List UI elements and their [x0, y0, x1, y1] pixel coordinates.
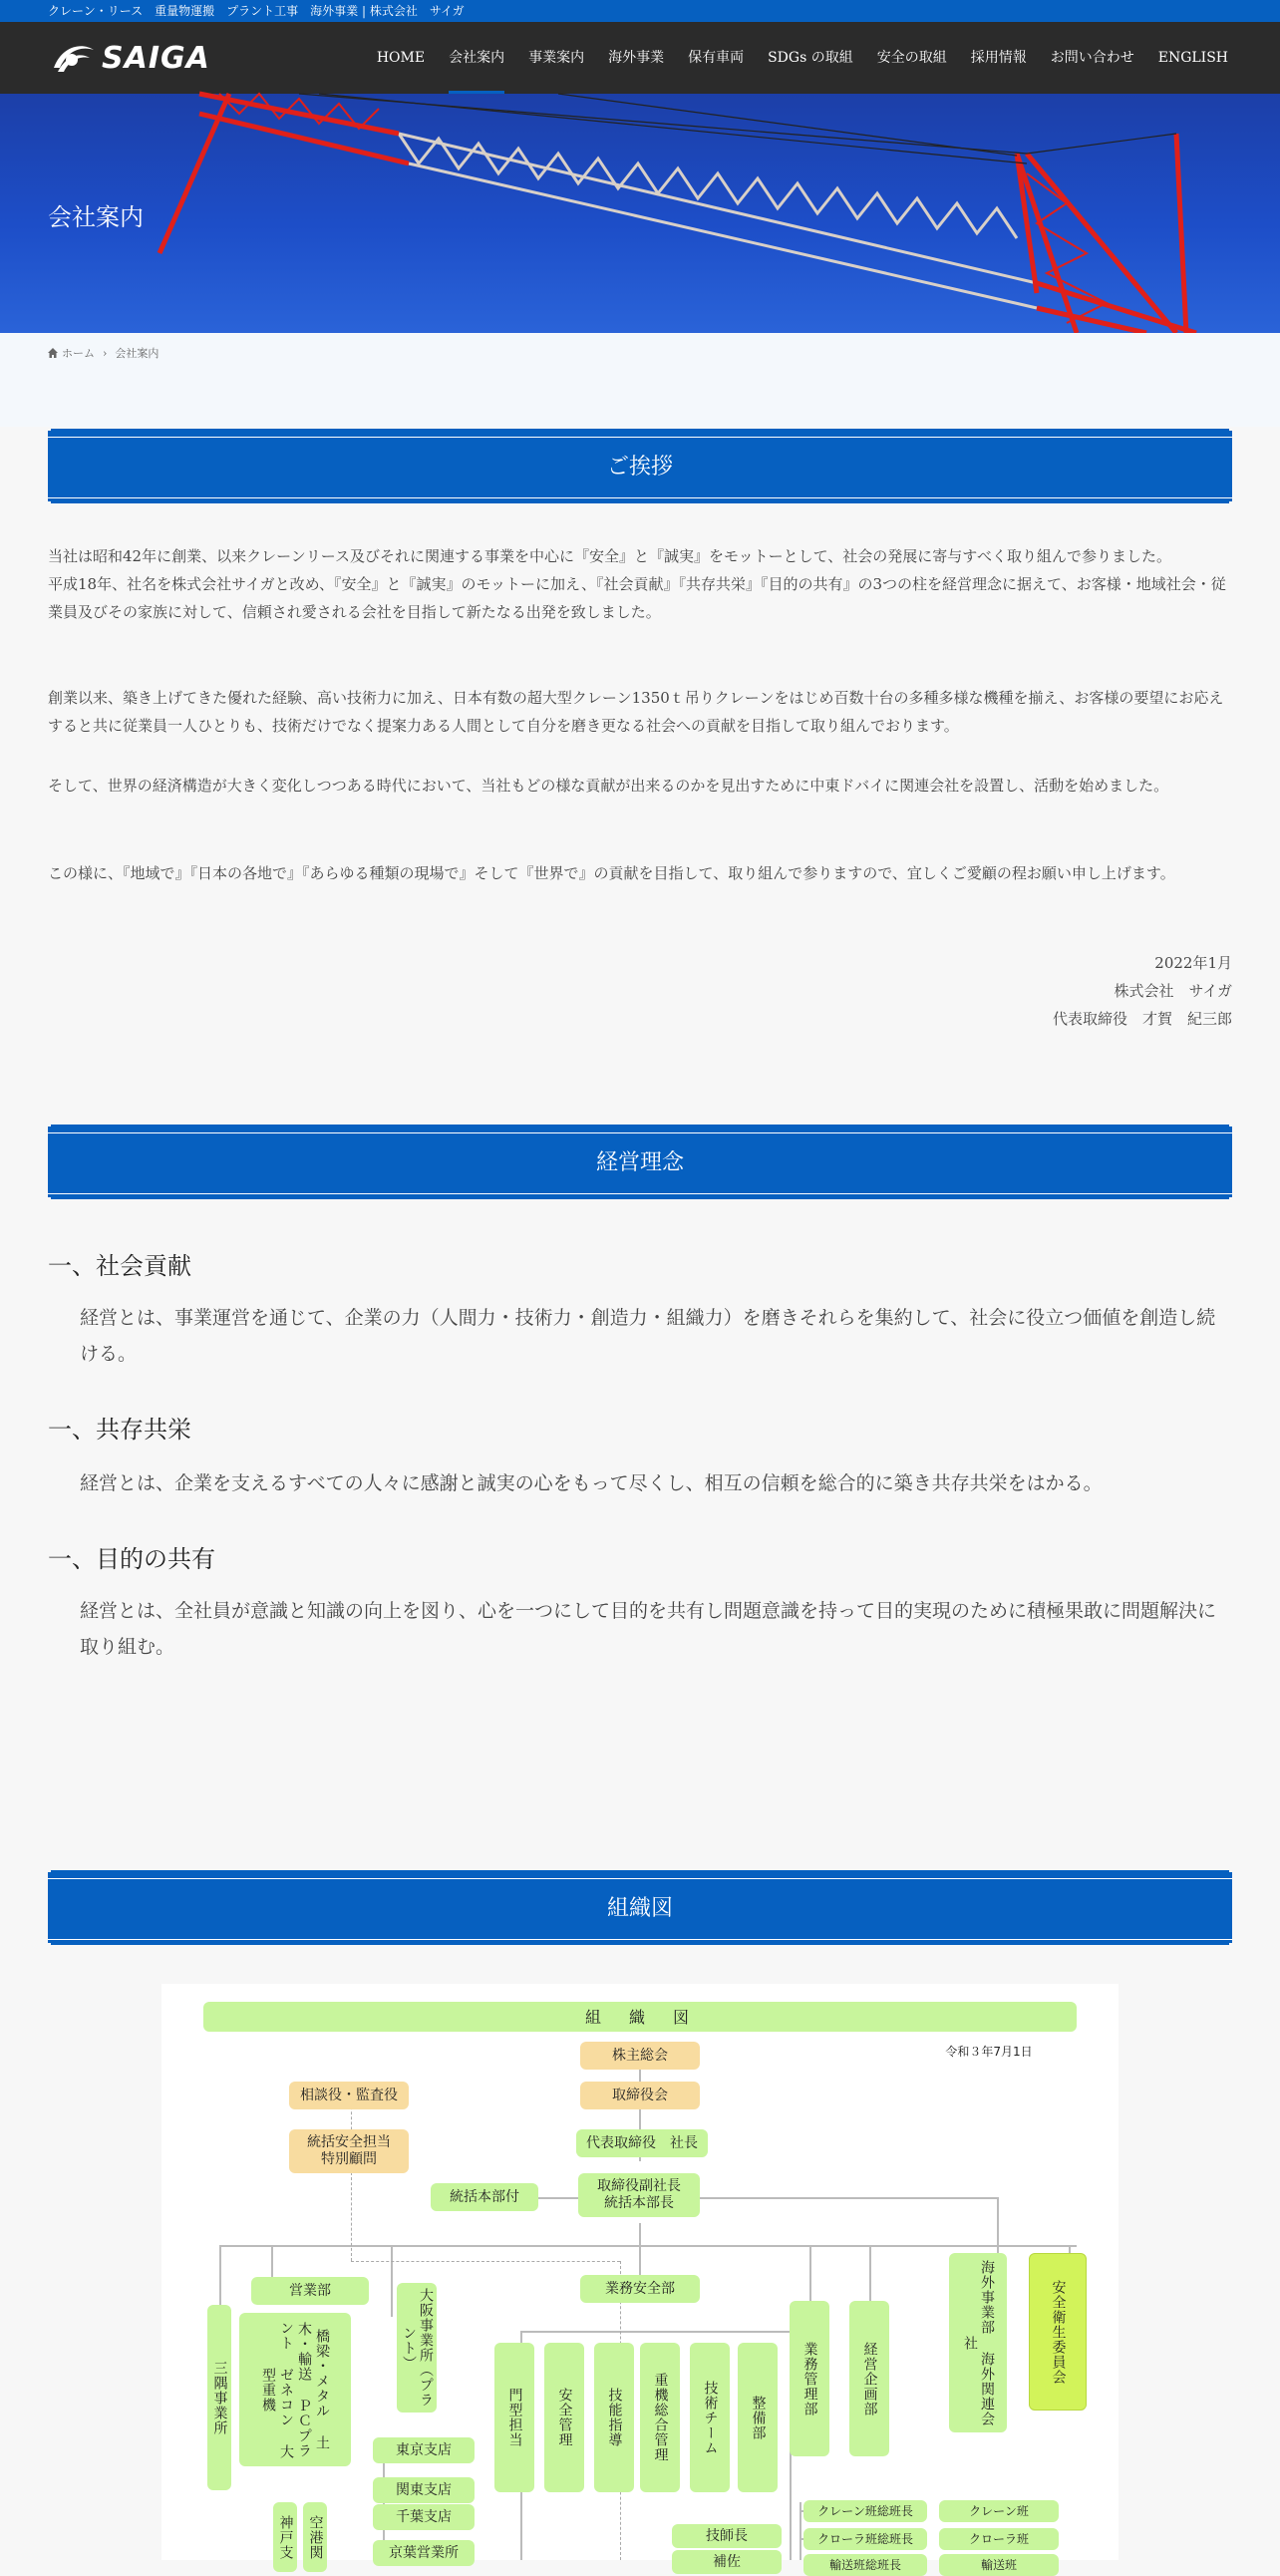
philosophy-body-3: 経営とは、全社員が意識と知識の向上を図り、心を一つにして目的を共有し問題意識を持って目的実現のために積極果敢に問題解決に取り組む。	[80, 1600, 1217, 1658]
top-bar-text: クレーン・リース 重量物運搬 プラント工事 海外事業 | 株式会社 サイガ	[48, 4, 465, 18]
org-heavy-mgmt	[640, 2343, 680, 2492]
greeting-heading-bar	[48, 431, 1232, 501]
nav-vehicles[interactable]: 保有車両	[688, 50, 745, 66]
dashed-line	[351, 2092, 352, 2261]
org-safety-advisor: 統括安全担当 特別顧問	[289, 2129, 409, 2173]
philosophy-title-3: 一、目的の共有	[48, 1545, 215, 1573]
org-tech-team-box	[690, 2343, 730, 2492]
greeting-signer: 代表取締役 才賀 紀三郎	[1052, 1010, 1232, 1028]
org-mikuni	[207, 2305, 231, 2490]
organization-heading-bar	[48, 1872, 1232, 1943]
connector-line	[219, 2245, 221, 2305]
connector-line	[271, 2245, 273, 2277]
org-shareholders: 株主総会	[580, 2042, 700, 2070]
nav-sdgs[interactable]: SDGs の取組	[768, 50, 853, 66]
hero-banner	[0, 94, 1280, 333]
chevron-right-icon: ›	[103, 346, 108, 360]
org-osaka-text: 大阪事業所（プラント）	[401, 2288, 434, 2408]
logo-text: SAIGA	[102, 40, 210, 76]
dashed-line	[351, 2261, 620, 2262]
org-chart-title: 組 織 図	[203, 2002, 1077, 2032]
connector-line	[1069, 2245, 1071, 2253]
home-icon	[48, 348, 58, 358]
org-overseas-text: 海外事業部 海外関連会社	[962, 2259, 995, 2426]
org-heavy	[239, 2313, 351, 2466]
greeting-signature	[1053, 949, 1232, 1033]
philosophy-title-2: 一、共存共栄	[48, 1416, 191, 1444]
org-vp: 取締役副社長 統括本部長	[578, 2173, 700, 2217]
org-safety-committee	[1029, 2253, 1087, 2411]
site-header	[0, 22, 1280, 94]
org-transport: 輸送班	[939, 2554, 1059, 2576]
greeting-text-3: 創業以来、築き上げてきた優れた経験、高い技術力に加え、日本有数の超大型クレーン1350ｔ吊りクレーンをはじめ百数十台の多種多様な機種を揃え、お客様の要望にお応えすると共に従業員一人ひとりも、技術だけでなく提案力ある人間として自分を磨き更なる社会への貢献を目指して取り組んでおります。	[48, 689, 1224, 735]
org-planning	[849, 2301, 889, 2456]
org-ceo: 代表取締役 社長	[576, 2129, 708, 2157]
nav-business[interactable]: 事業案内	[528, 50, 585, 66]
org-safety-mgmt	[544, 2343, 584, 2492]
org-safety-mgmt-text: 安全管理	[556, 2388, 573, 2447]
connector-line	[391, 2245, 393, 2317]
org-overseas	[949, 2253, 1007, 2432]
org-board: 取締役会	[580, 2082, 700, 2109]
breadcrumb-area	[0, 333, 1280, 427]
org-keiyo: 京葉営業所	[373, 2540, 475, 2566]
greeting-paragraph-1	[48, 542, 1232, 626]
philosophy-body-1: 経営とは、事業運営を通じて、企業の力（人間力・技術力・創造力・組織力）を磨きそれらを集約して、社会に役立つ価値を創造し続ける。	[80, 1307, 1216, 1365]
org-heavy-mgmt-text: 重機総合管理	[652, 2373, 669, 2462]
philosophy-title-1: 一、社会貢献	[48, 1252, 191, 1280]
org-chiba: 千葉支店	[373, 2504, 475, 2530]
org-chief-assistant: 補佐	[672, 2550, 782, 2574]
org-airport-text: 空港関	[307, 2514, 324, 2560]
greeting-date: 2022年1月	[1154, 954, 1232, 972]
organization-heading: 組織図	[606, 1896, 673, 1921]
page-title: 会社案内	[48, 203, 144, 231]
connector-line	[538, 2197, 578, 2199]
connector-line	[809, 2245, 811, 2301]
org-kobe	[273, 2502, 297, 2572]
nav-home[interactable]: HOME	[376, 50, 426, 66]
org-biz-mgmt-text: 業務管理部	[801, 2341, 818, 2416]
breadcrumb-home[interactable]: ホーム	[62, 347, 95, 360]
breadcrumb-current: 会社案内	[115, 347, 160, 360]
org-crane: クレーン班	[939, 2500, 1059, 2522]
org-tech-guide	[594, 2343, 634, 2492]
org-planning-text: 経営企画部	[861, 2341, 878, 2416]
logo-icon	[48, 38, 98, 78]
org-safety-dept: 業務安全部	[580, 2275, 700, 2303]
org-crane-lead: クレーン班総班長	[803, 2500, 927, 2522]
org-maint-text: 整備部	[750, 2395, 767, 2440]
connector-line	[219, 2245, 1077, 2247]
org-chart-date: 令和３年7月1日	[945, 2044, 1033, 2059]
org-chief: 技師長	[672, 2524, 782, 2548]
main-nav	[365, 22, 1240, 94]
philosophy-body-2: 経営とは、企業を支えるすべての人々に感謝と誠実の心をもって尽くし、相互の信頼を総合的に築き共存共栄をはかる。	[80, 1472, 1103, 1494]
org-kobe-text: 神戸支	[277, 2514, 294, 2560]
org-tokyo: 東京支店	[373, 2437, 475, 2463]
crane-image	[0, 94, 1280, 333]
nav-recruit[interactable]: 採用情報	[970, 50, 1027, 66]
site-logo[interactable]	[48, 36, 210, 80]
org-heavy-text: 橋梁・メタル 土木・輸送 ＰＣプラント ゼネコン 大型重機	[260, 2320, 330, 2459]
breadcrumb	[48, 345, 159, 361]
org-tech-team-label: 技術チーム	[702, 2380, 719, 2455]
connector-line	[869, 2245, 871, 2301]
org-maint	[738, 2343, 778, 2492]
greeting-text-4: そして、世界の経済構造が大きく変化しつつある時代において、当社もどの様な貢献が出来るのかを見出すために中東ドバイに関連会社を設置し、活動を始めました。	[48, 777, 1169, 795]
org-mon	[494, 2343, 534, 2492]
philosophy-heading: 経営理念	[595, 1150, 684, 1175]
greeting-text-5: この様に、『地域で』『日本の各地で』『あらゆる種類の現場で』そして『世界で』の貢献を目指して、取り組んで参りますので、宜しくご愛顧の程お願い申し上げます。	[48, 864, 1175, 882]
org-mon-text: 門型担当	[506, 2388, 523, 2447]
org-advisor: 相談役・監査役	[289, 2082, 409, 2109]
top-bar	[0, 0, 1280, 22]
nav-safety[interactable]: 安全の取組	[876, 50, 947, 66]
greeting-text-1: 当社は昭和42年に創業、以来クレーンリース及びそれに関連する事業を中心に『安全』と『誠実』をモットーとして、社会の発展に寄与すべく取り組んで参りました。	[48, 547, 1171, 565]
nav-overseas[interactable]: 海外事業	[608, 50, 665, 66]
org-kanto: 関東支店	[373, 2477, 475, 2503]
greeting-company: 株式会社 サイガ	[1114, 982, 1232, 1000]
org-tech-guide-text: 技能指導	[606, 2388, 623, 2447]
org-crawler: クローラ班	[939, 2528, 1059, 2550]
connector-line	[520, 2331, 790, 2333]
org-crawler-lead: クローラ班総班長	[803, 2528, 927, 2550]
philosophy-heading-bar	[48, 1127, 1232, 1197]
org-chart	[161, 1984, 1119, 2572]
greeting-text-2: 平成18年、社名を株式会社サイガと改め、『安全』と『誠実』のモットーに加え、『社会貢献』『共存共栄』『目的の共有』の3つの柱を経営理念に据えて、お客様・地域社会・従業員及びその家族に対して、信頼され愛される会社を目指して新たなる出発を致しました。	[48, 575, 1226, 621]
connector-line	[700, 2197, 999, 2199]
nav-company[interactable]: 会社案内	[437, 22, 516, 94]
org-biz-mgmt	[790, 2301, 829, 2456]
org-mikuni-text: 三隅事業所	[211, 2360, 228, 2435]
org-sales: 営業部	[251, 2277, 369, 2305]
greeting-heading: ご挨拶	[606, 455, 673, 480]
org-osaka	[397, 2283, 437, 2413]
nav-english[interactable]: ENGLISH	[1157, 50, 1228, 66]
connector-line	[639, 2223, 641, 2275]
org-hq-unit: 統括本部付	[431, 2183, 538, 2211]
org-airport	[303, 2502, 327, 2572]
org-transport-lead: 輸送班総班長	[803, 2554, 927, 2576]
nav-contact[interactable]: お問い合わせ	[1050, 50, 1134, 66]
org-safety-committee-text: 安全衛生委員会	[1050, 2279, 1067, 2385]
